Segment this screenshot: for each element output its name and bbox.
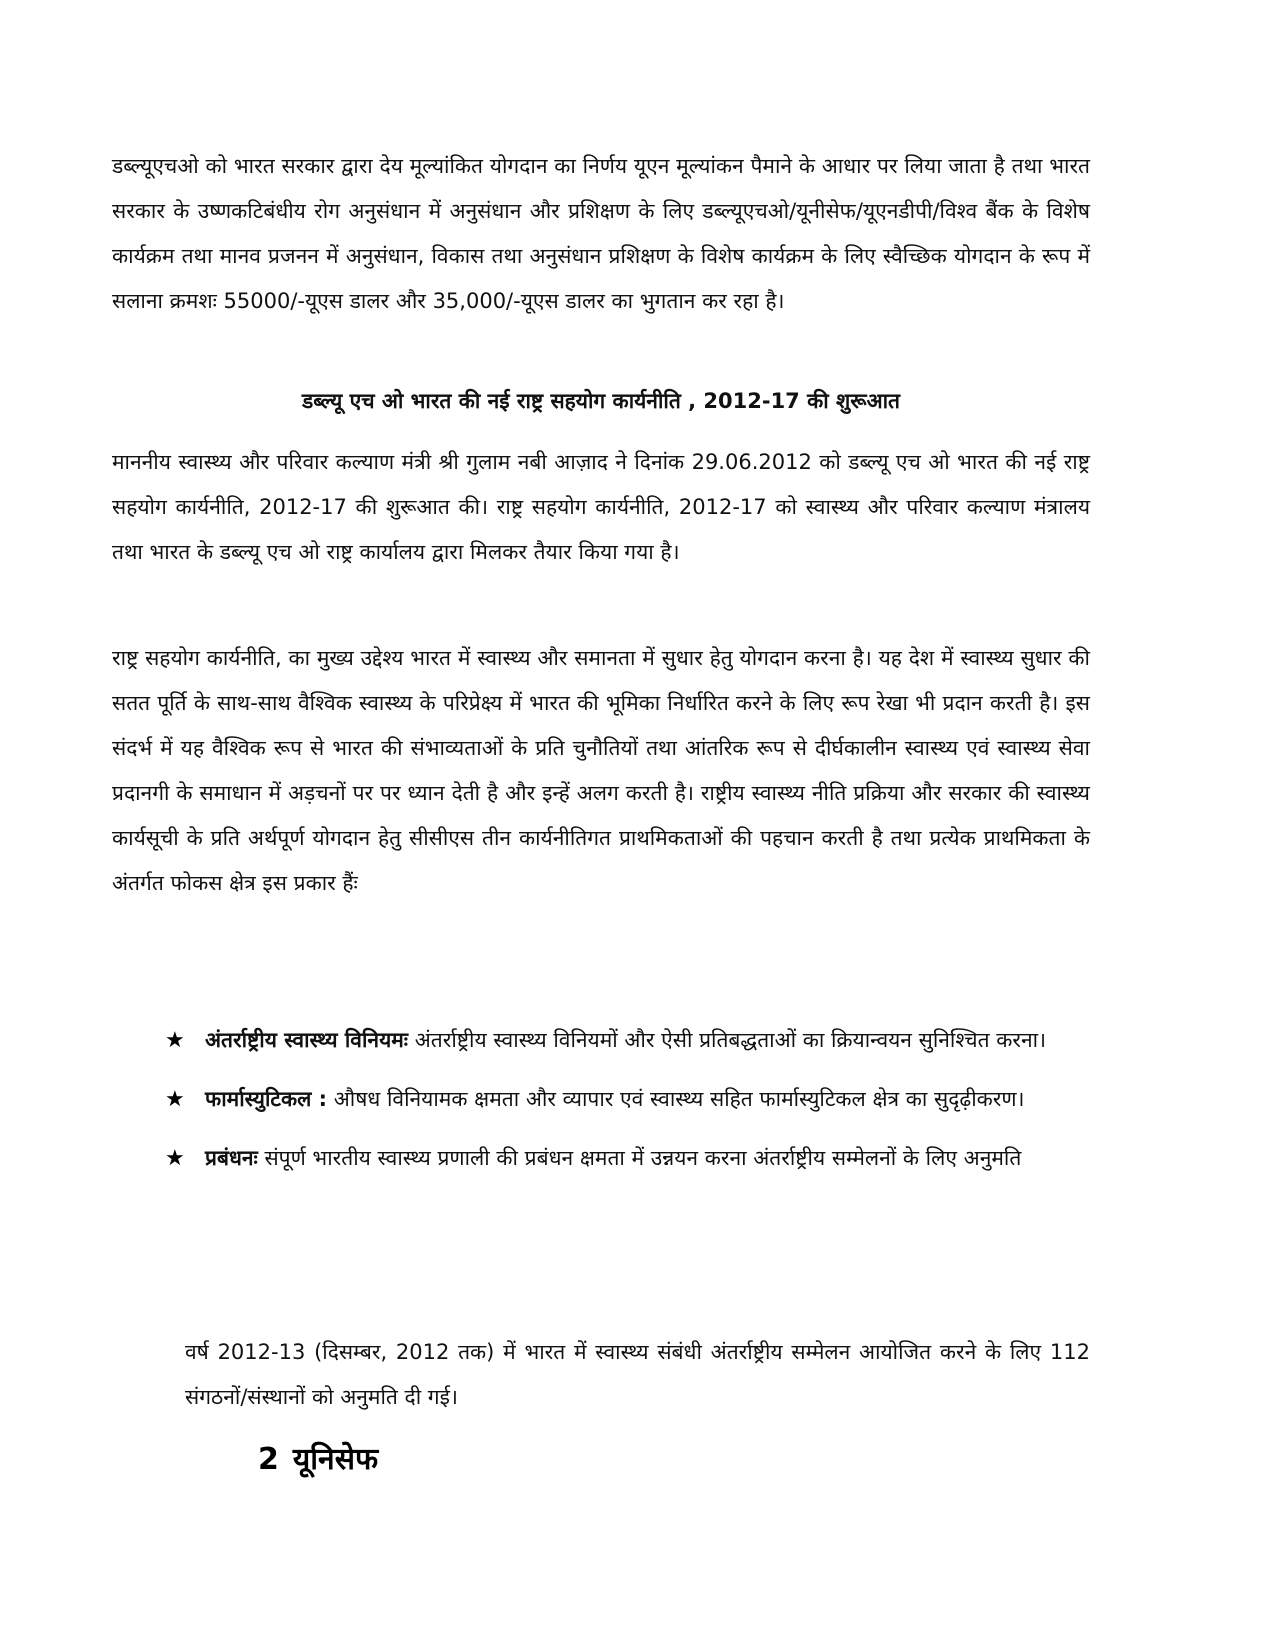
list-item	[165, 1136, 1090, 1181]
star-icon: ★	[165, 1087, 185, 1112]
bullet-text: औषध विनियामक क्षमता और व्यापार एवं स्वास्थ्य सहित फार्मास्युटिकल क्षेत्र का सुदृढ़ीकरण।	[333, 1087, 1025, 1111]
bullet-term: प्रबंधनः	[205, 1146, 258, 1170]
bullet-term: फार्मास्युटिकल :	[205, 1087, 328, 1111]
bullet-text: अंतर्राष्ट्रीय स्वास्थ्य विनियमों और ऐसी प्रतिबद्धताओं का क्रियान्वयन सुनिश्चित करना।	[414, 1028, 1047, 1052]
paragraph-ccs-objective: राष्ट्र सहयोग कार्यनीति, का मुख्य उद्देश्य भारत में स्वास्थ्य और समानता में सुधार हेतु योगदान करना है। यह देश में स्वास्थ्य सुधार की सतत पूर्ति के साथ-साथ वैश्विक स्वास्थ्य के परिप्रेक्ष्य में भारत की भूमिका निर्धारित करने के लिए रूप रेखा भी प्रदान करती है। इस संदर्भ में यह वैश्विक रूप से भारत की संभाव्यताओं के प्रति चुनौतियों तथा आंतरिक रूप से दीर्घकालीन स्वास्थ्य एवं स्वास्थ्य सेवा प्रदानगी के समाधान में अड़चनों पर पर ध्यान देती है और इन्हें अलग करती है। राष्ट्रीय स्वास्थ्य नीति प्रक्रिया और सरकार की स्वास्थ्य कार्यसूची के प्रति अर्थपूर्ण योगदान हेतु सीसीएस तीन कार्यनीतिगत प्राथमिकताओं की पहचान करती है तथा प्रत्येक प्राथमिकता के अंतर्गत फोकस क्षेत्र इस प्रकार हैंः	[112, 646, 1090, 895]
section-title: यूनिसेफ	[292, 1442, 379, 1477]
priority-list	[165, 1018, 1090, 1195]
list-item	[165, 1077, 1090, 1122]
section-number: 2	[258, 1442, 279, 1477]
paragraph-conference-permission: वर्ष 2012-13 (दिसम्बर, 2012 तक) में भारत में स्वास्थ्य संबंधी अंतर्राष्ट्रीय सम्मेलन आयोजित करने के लिए 112 संगठनों/संस्थानों को अनुमति दी गई।	[185, 1340, 1090, 1409]
star-icon: ★	[165, 1146, 185, 1171]
paragraph-who-contribution: डब्ल्यूएचओ को भारत सरकार द्वारा देय मूल्यांकित योगदान का निर्णय यूएन मूल्यांकन पैमाने के आधार पर लिया जाता है तथा भारत सरकार के उष्णकटिबंधीय रोग अनुसंधान में अनुसंधान और प्रशिक्षण के लिए डब्ल्यूएचओ/यूनीसेफ/यूएनडीपी/विश्व बैंक के विशेष कार्यक्रम तथा मानव प्रजनन में अनुसंधान, विकास तथा अनुसंधान प्रशिक्षण के विशेष कार्यक्रम के लिए स्वैच्छिक योगदान के रूप में सलाना क्रमशः 55000/-यूएस डालर और 35,000/-यूएस डालर का भुगतान कर रहा है।	[112, 154, 1090, 313]
paragraph-ccs-launch: माननीय स्वास्थ्य और परिवार कल्याण मंत्री श्री गुलाम नबी आज़ाद ने दिनांक 29.06.2012 को डब्ल्यू एच ओ भारत की नई राष्ट्र सहयोग कार्यनीति, 2012-17 की शुरूआत की। राष्ट्र सहयोग कार्यनीति, 2012-17 को स्वास्थ्य और परिवार कल्याण मंत्रालय तथा भारत के डब्ल्यू एच ओ राष्ट्र कार्यालय द्वारा मिलकर तैयार किया गया है।	[112, 450, 1090, 564]
star-icon: ★	[165, 1028, 185, 1053]
list-item	[165, 1018, 1090, 1063]
section-heading	[258, 1440, 378, 1480]
bullet-text: संपूर्ण भारतीय स्वास्थ्य प्रणाली की प्रबंधन क्षमता में उन्नयन करना अंतर्राष्ट्रीय सम्मेलनों के लिए अनुमति	[264, 1146, 1022, 1170]
ccs-launch-heading: डब्ल्यू एच ओ भारत की नई राष्ट्र सहयोग कार्यनीति , 2012-17 की शुरूआत	[301, 389, 901, 413]
bullet-term: अंतर्राष्ट्रीय स्वास्थ्य विनियमः	[205, 1028, 409, 1052]
